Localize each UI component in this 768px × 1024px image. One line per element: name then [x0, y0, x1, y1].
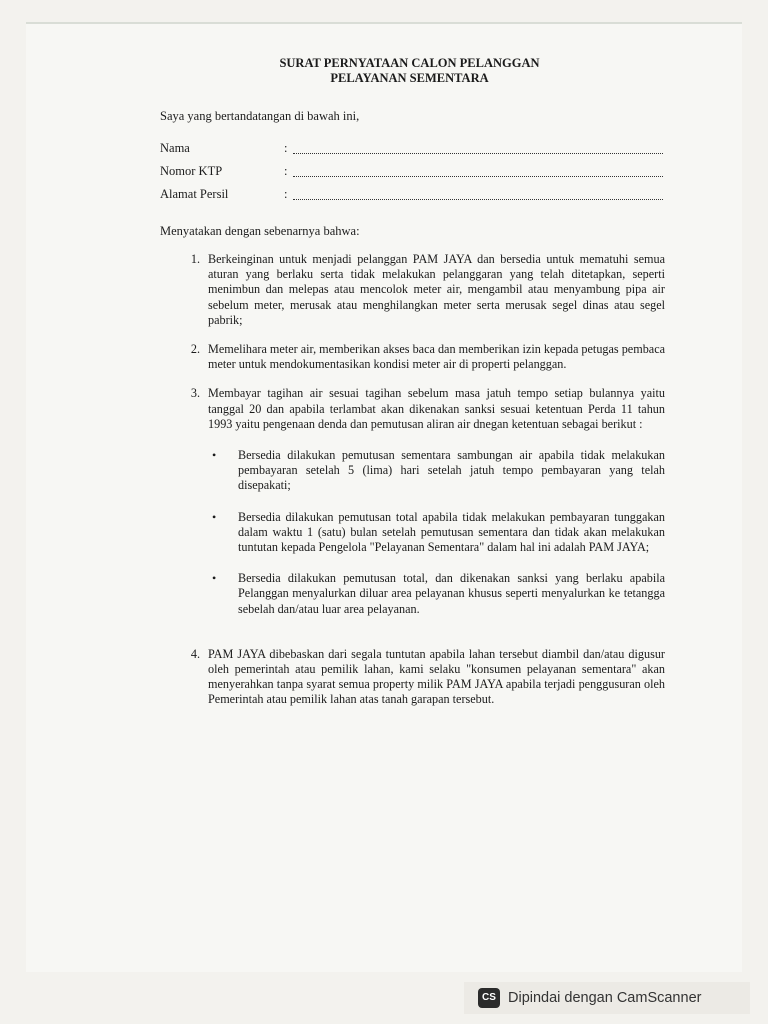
bullet-icon: •	[212, 448, 217, 463]
statement-text: Menyatakan dengan sebenarnya bahwa:	[160, 224, 360, 238]
camscanner-logo-icon: CS	[478, 988, 500, 1008]
bullet-item	[208, 448, 665, 494]
bullet-item	[208, 510, 665, 556]
field-blank-line	[293, 141, 663, 154]
point-number: 1.	[190, 252, 200, 266]
bullet-text: Bersedia dilakukan pemutusan total, dan dikenakan sanksi yang berlaku apabila Pelanggan menyalurkan diluar area pelayanan khusus seperti menyalurkan ke tetangga sebelah dan/atau luar area pelayanan.	[238, 571, 665, 616]
point-item	[160, 342, 665, 372]
field-label: Alamat Persil	[160, 187, 229, 201]
camscanner-label: Dipindai dengan CamScanner	[508, 990, 702, 1006]
point-item	[160, 252, 665, 328]
point-text: Berkeinginan untuk menjadi pelanggan PAM JAYA dan bersedia untuk mematuhi semua aturan yang berlaku serta tidak melakukan pelanggaran yang telah ditetapkan, seperti menimbun dan melepas atau mencolok meter air, mengambil atau menyambung pipa air sebelum meter, merusak atau menghilangkan meter serta merusak segel dinas atau segel pabrik;	[208, 252, 665, 327]
field-nama	[160, 141, 665, 164]
sanction-bullets	[208, 448, 665, 617]
bullet-icon: •	[212, 509, 217, 524]
intro-text: Saya yang bertandatangan di bawah ini,	[160, 109, 360, 123]
field-blank-line	[293, 164, 663, 177]
point-number: 4.	[190, 646, 200, 661]
field-nomor-ktp	[160, 164, 665, 187]
title-line-1: SURAT PERNYATAAN CALON PELANGGAN	[279, 56, 540, 70]
bullet-text: Bersedia dilakukan pemutusan total apabila tidak melakukan pembayaran tunggakan dalam waktu 1 (satu) bulan setelah pemutusan sementara dan tidak akan melakukan tuntutan kepada Pengelola "Pelayanan Sementara" dalam hal ini adalah PAM JAYA;	[238, 509, 665, 555]
field-alamat-persil	[160, 187, 665, 210]
field-label: Nama	[160, 141, 190, 155]
statement-points	[160, 252, 665, 708]
point-number: 2.	[190, 342, 200, 357]
camscanner-watermark	[464, 982, 750, 1014]
bullet-item	[208, 571, 665, 617]
point-body	[208, 386, 665, 632]
field-blank-line	[293, 187, 663, 200]
point-text: Membayar tagihan air sesuai tagihan sebelum masa jatuh tempo setiap bulannya yaitu tanggal 20 dan apabila terlambat akan dikenakan sanksi sesuai ketentuan Perda 11 tahun 1993 yaitu pengenaan denda dan pemutusan aliran air dnegan ketentuan sebagai berikut :	[208, 386, 665, 431]
point-number: 3.	[190, 386, 200, 401]
point-text: Memelihara meter air, memberikan akses baca dan memberikan izin kepada petugas pembaca meter untuk mendokumentasikan kondisi meter air di properti pelanggan.	[208, 342, 666, 372]
bullet-text: Bersedia dilakukan pemutusan sementara sambungan air apabila tidak melakukan pembayaran setelah 5 (lima) hari setelah jatuh tempo pembayaran yang telah disepakati;	[238, 448, 665, 493]
document-title	[154, 56, 665, 86]
document-body	[160, 56, 665, 722]
field-colon: :	[284, 141, 288, 155]
field-label: Nomor KTP	[160, 164, 223, 178]
point-item	[160, 386, 665, 632]
scan-edge	[26, 22, 742, 24]
bullet-icon: •	[212, 571, 217, 586]
title-line-2: PELAYANAN SEMENTARA	[330, 71, 489, 85]
point-item	[160, 647, 665, 708]
point-text: PAM JAYA dibebaskan dari segala tuntutan apabila lahan tersebut diambil dan/atau digusur oleh pemerintah atau pemilik lahan, kami selaku "konsumen pelayanan sementara" akan menyerahkan tanpa syarat semua property milik PAM JAYA apabila terjadi penggusuran oleh Pemerintah atau pemilik lahan atas tanah garapan tersebut.	[208, 646, 665, 707]
identity-fields	[160, 141, 665, 210]
field-colon: :	[284, 164, 288, 178]
field-colon: :	[284, 187, 288, 201]
